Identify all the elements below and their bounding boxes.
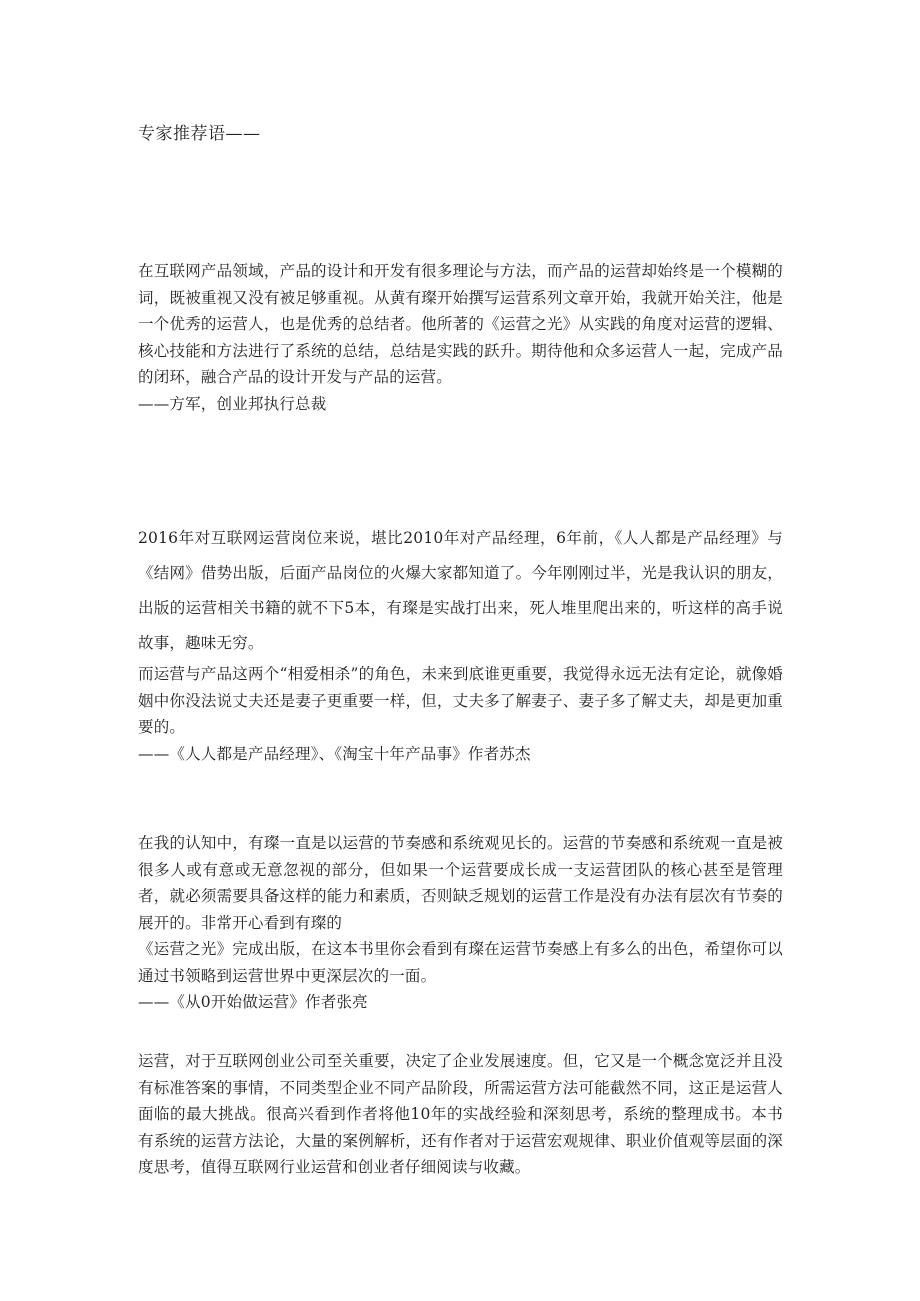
recommendation-paragraph: 2016年对互联网运营岗位来说，堪比2010年对产品经理，6年前，《人人都是产品经理》与《结网》借势出版，后面产品岗位的火爆大家都知道了。今年刚刚过半，光是我认识的朋友，出版的运营相关书籍的就不下5本，有璨是实战打出来，死人堆里爬出来的，听这样的高手说故事，趣味无穷。 [138, 529, 783, 652]
recommendation-2 [138, 521, 783, 767]
page-title: 专家推荐语—— [138, 124, 261, 144]
recommendation-paragraph: 在互联网产品领域，产品的设计和开发有很多理论与方法，而产品的运营却始终是一个模糊的词，既被重视又没有被足够重视。从黄有璨开始撰写运营系列文章开始，我就开始关注，他是一个优秀的运营人，也是优秀的总结者。他所著的《运营之光》从实践的角度对运营的逻辑、核心技能和方法进行了系统的总结，总结是实践的跃升。期待他和众多运营人一起，完成产品的闭环，融合产品的设计开发与产品的运营。 [138, 262, 783, 386]
recommendation-1 [138, 258, 783, 417]
recommendation-4 [138, 1048, 783, 1181]
recommendation-paragraph: 而运营与产品这两个“相爱相杀”的角色，未来到底谁更重要，我觉得永远无法有定论，就像婚姻中你没法说丈夫还是妻子更重要一样，但，丈夫多了解妻子、妻子多了解丈夫，却是更加重要的。 [138, 665, 783, 736]
recommendation-paragraph: 运营，对于互联网创业公司至关重要，决定了企业发展速度。但，它又是一个概念宽泛并且没有标准答案的事情，不同类型企业不同产品阶段，所需运营方法可能截然不同，这正是运营人面临的最大挑战。很高兴看到作者将他10年的实战经验和深刻思考，系统的整理成书。本书有系统的运营方法论，大量的案例解析，还有作者对于运营宏观规律、职业价值观等层面的深度思考，值得互联网行业运营和创业者仔细阅读与收藏。 [138, 1052, 783, 1176]
recommendation-paragraph: 在我的认知中，有璨一直是以运营的节奏感和系统观见长的。运营的节奏感和系统观一直是被很多人或有意或无意忽视的部分，但如果一个运营要成长成一支运营团队的核心甚至是管理者，就必须需要具备这样的能力和素质，否则缺乏规划的运营工作是没有办法有层次有节奏的展开的。非常开心看到有璨的 [138, 834, 783, 932]
recommendation-3 [138, 830, 783, 1016]
recommendation-signature: ——方军，创业邦执行总裁 [138, 394, 327, 413]
recommendation-paragraph: 《运营之光》完成出版，在这本书里你会看到有璨在运营节奏感上有多么的出色，希望你可以通过书领略到运营世界中更深层次的一面。 [138, 940, 783, 985]
recommendation-signature: ——《从0开始做运营》作者张亮 [138, 993, 368, 1011]
recommendation-signature: ——《人人都是产品经理》、《淘宝十年产品事》作者苏杰 [138, 744, 531, 763]
